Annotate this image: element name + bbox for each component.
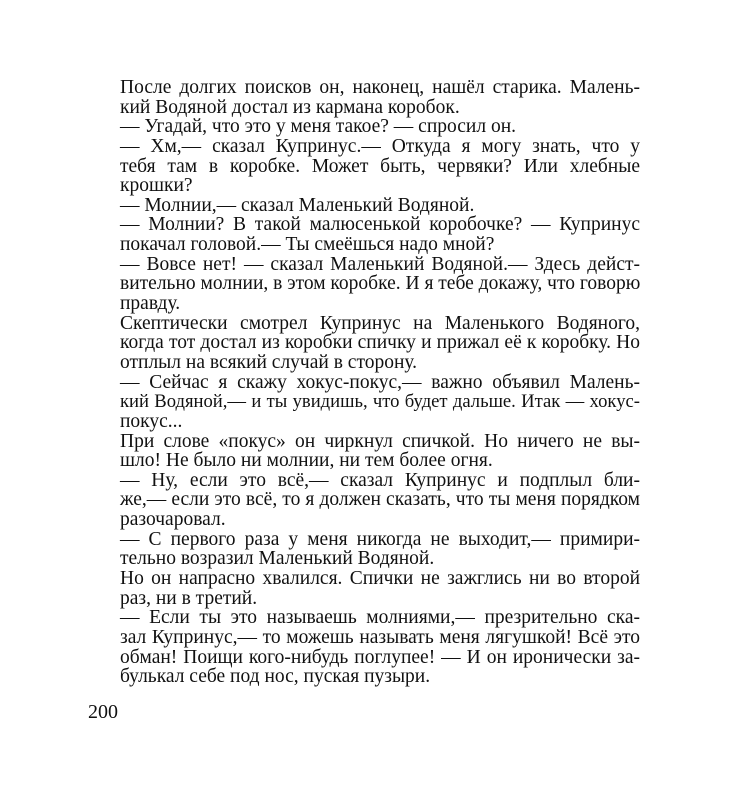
text-line: крошки? bbox=[120, 175, 193, 197]
text-line: тебя там в коробке. Может быть, червяки? Или хлебные bbox=[120, 155, 640, 177]
text-line: покачал головой.— Ты смеёшься надо мной? bbox=[120, 234, 495, 256]
page-text bbox=[120, 78, 640, 687]
text-line: — С первого раза у меня никогда не выходит,— примири- bbox=[120, 528, 640, 550]
text-line: когда тот достал из коробки спичку и прижал её к коробку. Но bbox=[120, 332, 640, 354]
text-line: разочаровал. bbox=[120, 509, 226, 531]
text-line: — Хм,— сказал Купринус.— Откуда я могу знать, что у bbox=[120, 135, 640, 157]
text-line: кий Водяной достал из кармана коробок. bbox=[120, 96, 460, 118]
text-line: кий Водяной,— и ты увидишь, что будет дальше. Итак — хокус- bbox=[120, 391, 640, 413]
text-line: При слове «покус» он чиркнул спичкой. Но ничего не вы- bbox=[120, 430, 640, 452]
text-line: обман! Поищи кого-нибудь поглупее! — И он иронически за- bbox=[120, 646, 640, 668]
text-line: — Если ты это называешь молниями,— презрительно ска- bbox=[120, 607, 640, 629]
text-line: — Вовсе нет! — сказал Маленький Водяной.— Здесь дейст- bbox=[120, 253, 640, 275]
text-line: раз, ни в третий. bbox=[120, 587, 258, 609]
page-number: 200 bbox=[88, 701, 118, 723]
text-line: Скептически смотрел Купринус на Маленького Водяного, bbox=[120, 312, 640, 334]
text-line: же,— если это всё, то я должен сказать, что ты меня порядком bbox=[120, 489, 640, 511]
text-line: шло! Не было ни молнии, ни тем более огня. bbox=[120, 450, 493, 472]
text-line: — Молнии,— сказал Маленький Водяной. bbox=[120, 194, 475, 216]
text-line: — Ну, если это всё,— сказал Купринус и подплыл бли- bbox=[120, 469, 640, 491]
text-line: Но он напрасно хвалился. Спички не зажглись ни во второй bbox=[120, 568, 640, 590]
text-line: покус... bbox=[120, 410, 183, 432]
text-line: вительно молнии, в этом коробке. И я тебе докажу, что говорю bbox=[120, 273, 641, 295]
text-line: тельно возразил Маленький Водяной. bbox=[120, 548, 435, 570]
text-line: зал Купринус,— то можешь называть меня лягушкой! Всё это bbox=[120, 626, 640, 648]
text-line: — Сейчас я скажу хокус-покус,— важно объявил Малень- bbox=[120, 371, 640, 393]
text-line: булькал себе под нос, пуская пузыри. bbox=[120, 666, 431, 688]
text-line: — Угадай, что это у меня такое? — спросил он. bbox=[120, 116, 517, 138]
text-line: отплыл на всякий случай в сторону. bbox=[120, 351, 418, 373]
text-line: После долгих поисков он, наконец, нашёл старика. Малень- bbox=[120, 77, 640, 98]
text-line: — Молнии? В такой малюсенькой коробочке? — Купринус bbox=[120, 214, 640, 236]
text-line: правду. bbox=[120, 293, 181, 315]
